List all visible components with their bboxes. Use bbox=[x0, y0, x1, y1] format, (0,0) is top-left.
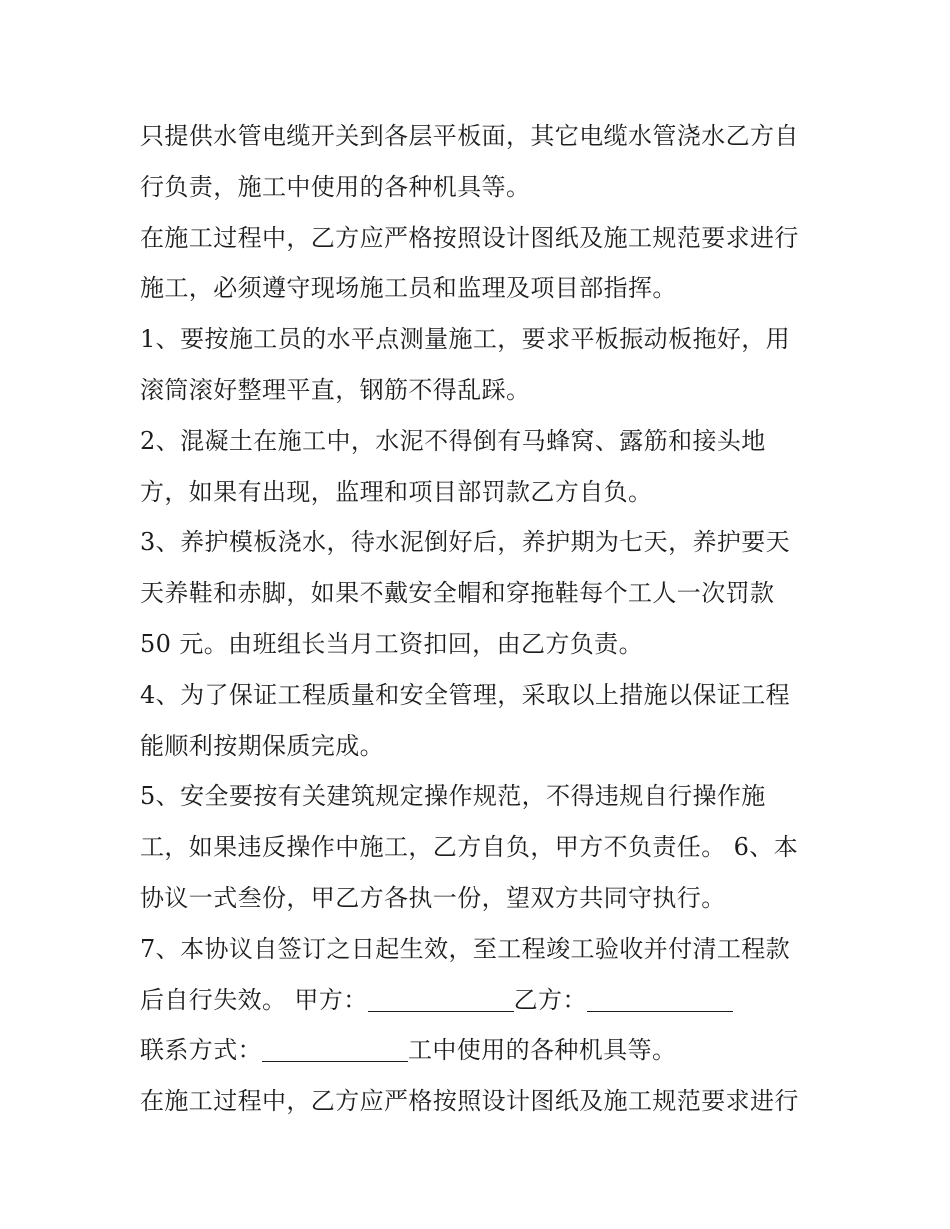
party-b-label: 乙方： bbox=[513, 985, 587, 1014]
contact-line bbox=[140, 1025, 840, 1076]
clause-6-line: 协议一式叁份，甲乙方各执一份，望双方共同守执行。 bbox=[140, 883, 726, 912]
clause-5-line: 工，如果违反操作中施工，乙方自负，甲方不负责任。 6、本 bbox=[140, 833, 799, 862]
party-b-blank[interactable] bbox=[587, 987, 733, 1012]
clause-5-line: 5、安全要按有关建筑规定操作规范，不得违规自行操作施 bbox=[140, 782, 766, 811]
clause-2-line: 2、混凝土在施工中，水泥不得倒有马蜂窝、露筋和接头地 bbox=[140, 426, 766, 455]
signature-prefix: 后自行失效。 甲方： bbox=[140, 985, 368, 1014]
clause-1-line: 1、要按施工员的水平点测量施工，要求平板振动板拖好，用 bbox=[140, 325, 791, 354]
contact-suffix: 工中使用的各种机具等。 bbox=[408, 1036, 677, 1065]
contact-blank[interactable] bbox=[262, 1037, 408, 1062]
clause-7-line: 7、本协议自签订之日起生效，至工程竣工验收并付清工程款 bbox=[140, 934, 791, 963]
clause-3-line: 50 元。由班组长当月工资扣回，由乙方负责。 bbox=[140, 629, 643, 658]
text-line: 施工，必须遵守现场施工员和监理及项目部指挥。 bbox=[140, 274, 677, 303]
text-line: 在施工过程中，乙方应严格按照设计图纸及施工规范要求进行 bbox=[140, 1087, 799, 1116]
party-a-blank[interactable] bbox=[368, 987, 514, 1012]
clause-4-line: 能顺利按期保质完成。 bbox=[140, 731, 384, 760]
signature-line bbox=[140, 975, 840, 1026]
text-line: 只提供水管电缆开关到各层平板面，其它电缆水管浇水乙方自 bbox=[140, 122, 799, 150]
document-body bbox=[140, 111, 840, 1127]
clause-2-line: 方，如果有出现，监理和项目部罚款乙方自负。 bbox=[140, 477, 653, 506]
clause-3-line: 天养鞋和赤脚，如果不戴安全帽和穿拖鞋每个工人一次罚款 bbox=[140, 579, 775, 608]
contact-label: 联系方式： bbox=[140, 1036, 262, 1065]
clause-3-line: 3、养护模板浇水，待水泥倒好后，养护期为七天，养护要天 bbox=[140, 528, 791, 557]
clause-1-line: 滚筒滚好整理平直，钢筋不得乱踩。 bbox=[140, 375, 531, 404]
text-line: 在施工过程中，乙方应严格按照设计图纸及施工规范要求进行 bbox=[140, 223, 799, 252]
clause-4-line: 4、为了保证工程质量和安全管理，采取以上措施以保证工程 bbox=[140, 680, 791, 709]
text-line: 行负责，施工中使用的各种机具等。 bbox=[140, 172, 531, 201]
